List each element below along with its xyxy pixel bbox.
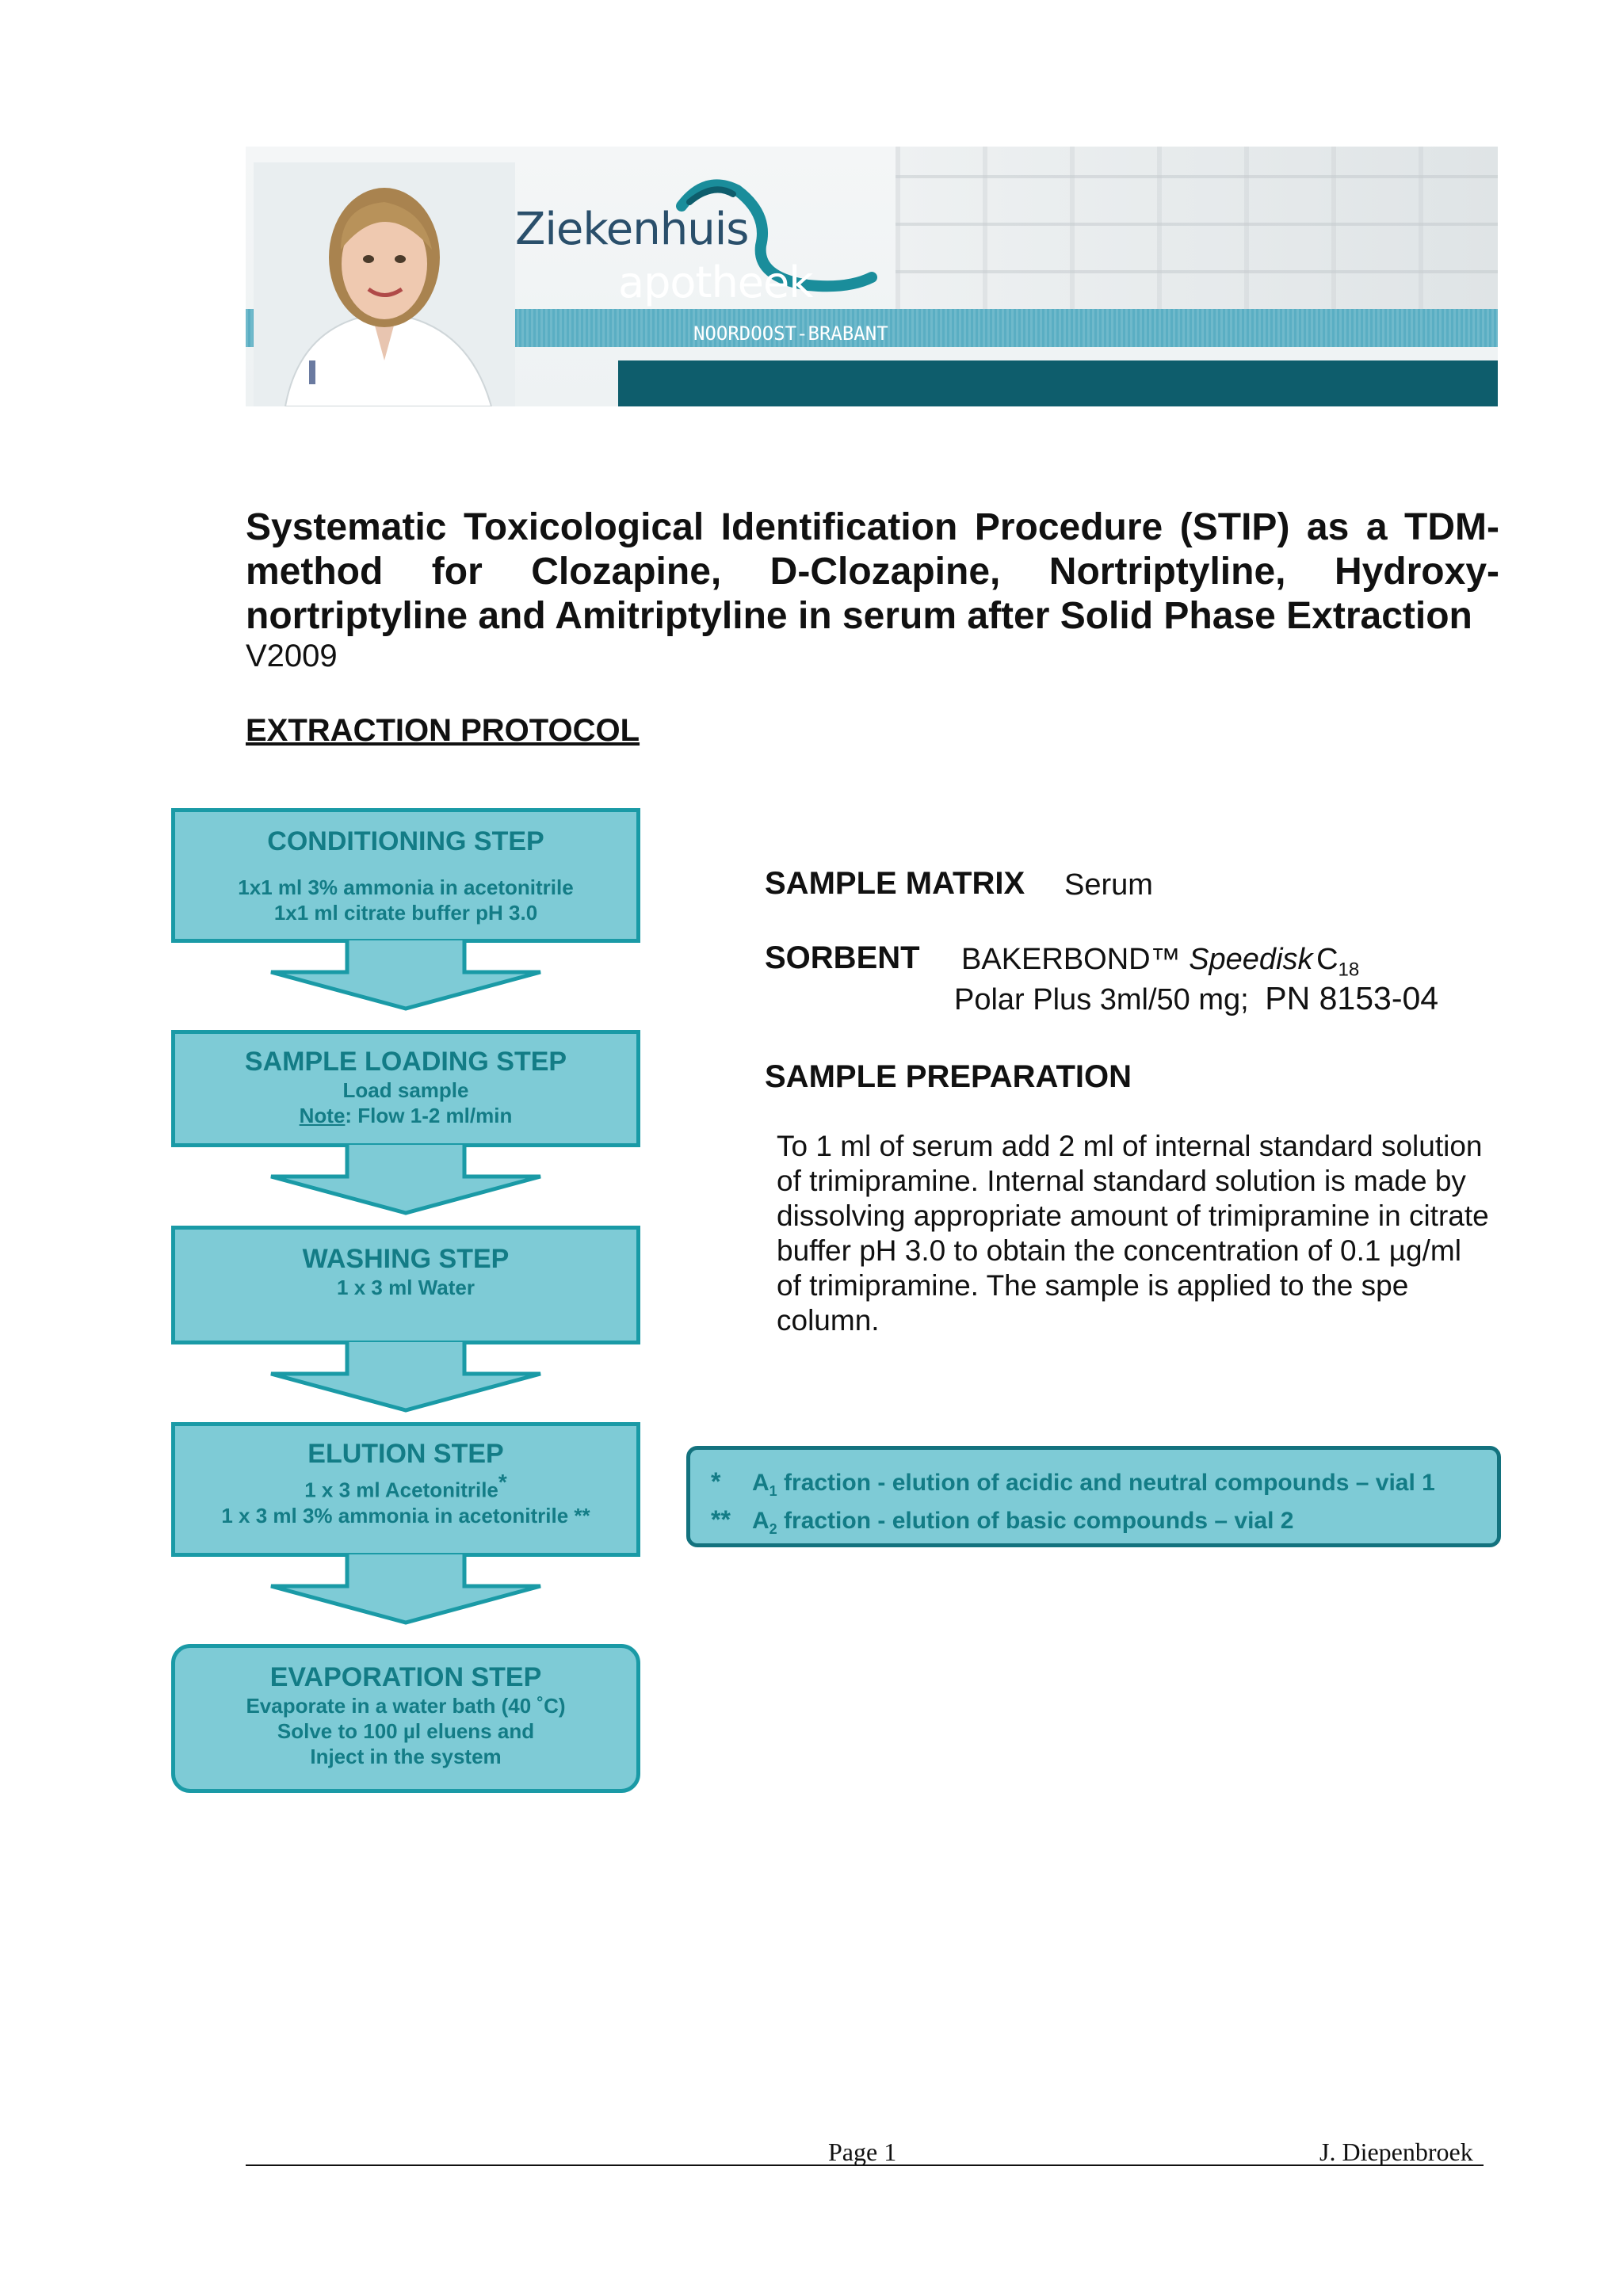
down-arrow-icon	[269, 1553, 542, 1626]
note-2-text: fraction - elution of basic compounds – vial 2	[777, 1508, 1294, 1534]
brand-name-line1: Ziekenhuis	[515, 204, 749, 255]
note-2-sub: 2	[769, 1521, 777, 1537]
evaporation-step-line1: Evaporate in a water bath (40 ˚C)	[246, 1694, 566, 1718]
document-version: V2009	[246, 639, 338, 673]
note-text: : Flow 1-2 ml/min	[345, 1104, 513, 1127]
sample-matrix-label: SAMPLE MATRIX	[765, 866, 1025, 901]
evaporation-step-line3: Inject in the system	[310, 1745, 502, 1768]
sample-loading-step-note	[175, 1103, 636, 1128]
conditioning-step-line1: 1x1 ml 3% ammonia in acetonitrile	[238, 875, 574, 899]
elution-step-line1	[175, 1470, 636, 1503]
sorbent-product: Speedisk	[1189, 943, 1313, 976]
conditioning-step-box	[171, 808, 640, 943]
sample-preparation-text: To 1 ml of serum add 2 ml of internal standard solution of trimipramine. Internal standard solution is made by dissolving appropriate amount of trimipramine in citrate buffer pH 3.0 to obtain the concentration of 0.1 µg/ml of trimipramine. The sample is applied to the spe column.	[777, 1130, 1489, 1337]
pharmacist-photo	[254, 162, 515, 406]
sorbent-phase: C	[1316, 943, 1338, 976]
asterisk-mark: *	[498, 1470, 507, 1494]
sorbent-line1	[961, 943, 1359, 982]
note-1-text: fraction - elution of acidic and neutral compounds – vial 1	[777, 1470, 1435, 1496]
note-1-marker: *	[711, 1467, 721, 1496]
sorbent-label: SORBENT	[765, 940, 920, 975]
sample-matrix-value: Serum	[1064, 868, 1153, 902]
sorbent-phase-sub: 18	[1338, 959, 1360, 981]
washing-step-box	[171, 1226, 640, 1344]
sorbent-pn: PN 8153-04	[1265, 980, 1439, 1016]
footer-author: J. Diepenbroek	[1319, 2138, 1473, 2166]
note-label: Note	[299, 1104, 346, 1127]
washing-step-line1: 1 x 3 ml Water	[337, 1276, 475, 1299]
down-arrow-icon	[269, 1341, 542, 1413]
elution-step-heading: ELUTION STEP	[307, 1439, 504, 1469]
pharmacy-shelves-image	[896, 147, 1498, 321]
document-title: Systematic Toxicological Identification Procedure (STIP) as a TDM-method for Clozapine, D-Clozapine, Nortriptyline, Hydroxy-nortriptyline and Amitriptyline in serum after Solid Phase Extraction	[246, 506, 1499, 637]
note-2-prefix: A	[752, 1508, 769, 1534]
fraction-notes-box	[686, 1446, 1501, 1547]
washing-step-heading: WASHING STEP	[302, 1244, 510, 1274]
elution-line1-text: 1 x 3 ml Acetonitrile	[304, 1478, 498, 1502]
brand-name-line2: apotheek	[618, 257, 813, 307]
sample-loading-step-box	[171, 1030, 640, 1147]
note-1-prefix: A	[752, 1470, 769, 1496]
fraction-note-1	[711, 1467, 1435, 1500]
down-arrow-icon	[269, 1143, 542, 1216]
sample-preparation-label: SAMPLE PREPARATION	[765, 1059, 1132, 1094]
sample-loading-step-line1: Load sample	[342, 1078, 469, 1102]
elution-step-box	[171, 1422, 640, 1557]
sample-loading-step-heading: SAMPLE LOADING STEP	[244, 1047, 567, 1077]
header-banner	[246, 147, 1498, 406]
evaporation-step-line2: Solve to 100 µl eluens and	[277, 1719, 535, 1743]
sorbent-line2	[954, 980, 1438, 1017]
sorbent-brand: BAKERBOND™	[961, 943, 1181, 976]
note-2-marker: **	[711, 1505, 731, 1534]
down-arrow-icon	[269, 939, 542, 1012]
sorbent-line2-text: Polar Plus 3ml/50 mg;	[954, 983, 1249, 1016]
evaporation-step-heading: EVAPORATION STEP	[269, 1662, 542, 1692]
conditioning-step-heading: CONDITIONING STEP	[267, 826, 544, 856]
section-heading: EXTRACTION PROTOCOL	[246, 713, 640, 748]
brand-region: NOORDOOST-BRABANT	[693, 322, 888, 345]
elution-step-line2: 1 x 3 ml 3% ammonia in acetonitrile **	[221, 1503, 590, 1527]
evaporation-step-box	[171, 1644, 640, 1793]
banner-bottom-bar	[618, 360, 1498, 406]
note-1-sub: 1	[769, 1483, 777, 1499]
fraction-note-2	[711, 1505, 1293, 1538]
conditioning-step-line2: 1x1 ml citrate buffer pH 3.0	[273, 901, 538, 925]
footer-page-number: Page 1	[828, 2138, 897, 2166]
